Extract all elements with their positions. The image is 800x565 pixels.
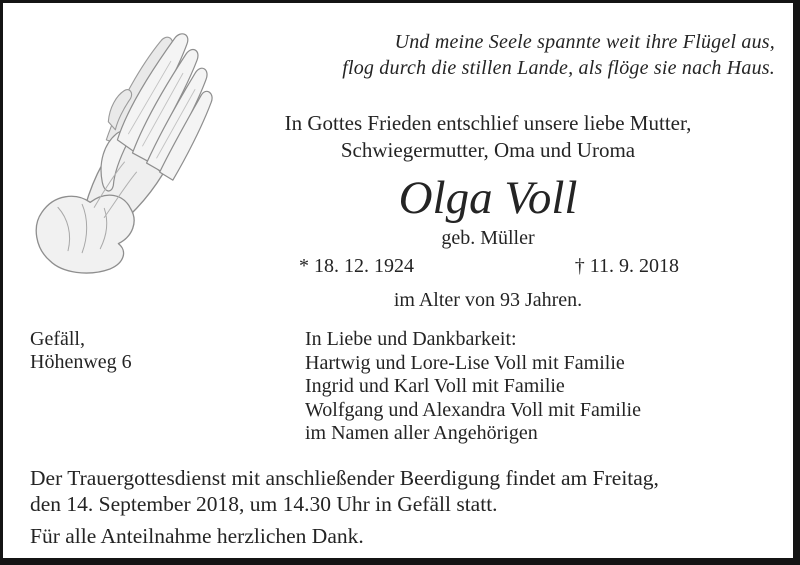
memorial-quote — [342, 29, 775, 81]
address-line-1: Gefäll, — [30, 328, 85, 350]
quote-line-2: flog durch die stillen Lande, als flöge sie nach Haus. — [342, 57, 775, 79]
announcement-column — [241, 110, 735, 312]
death-date: † 11. 9. 2018 — [574, 255, 679, 277]
quote-line-1: Und meine Seele spannte weit ihre Flügel aus, — [394, 31, 775, 53]
family-line: im Namen aller Angehörigen — [305, 422, 538, 444]
praying-hands-image — [23, 21, 241, 293]
maiden-name: geb. Müller — [441, 227, 535, 249]
intro-line-2: Schwiegermutter, Oma und Uroma — [340, 138, 636, 162]
intro-line-1: In Gottes Frieden entschlief unsere liebe Mutter, — [284, 111, 692, 135]
notice-line-2: den 14. September 2018, um 14.30 Uhr in Gefäll statt. — [30, 492, 498, 516]
family-line: Hartwig und Lore-Lise Voll mit Familie — [305, 351, 625, 374]
thanks-line: Für alle Anteilnahme herzlichen Dank. — [30, 524, 364, 548]
family-line: Ingrid und Karl Voll mit Familie — [305, 375, 565, 397]
service-notice — [30, 465, 659, 517]
address-block — [30, 328, 132, 374]
family-block — [305, 328, 641, 446]
deceased-name: Olga Voll — [398, 172, 578, 224]
family-line: Wolfgang und Alexandra Voll mit Familie — [305, 398, 641, 421]
family-heading: In Liebe und Dankbarkeit: — [305, 328, 517, 350]
age-line: im Alter von 93 Jahren. — [393, 289, 583, 311]
birth-date: * 18. 12. 1924 — [299, 255, 414, 277]
praying-hands-icon — [23, 21, 241, 293]
intro-text — [241, 110, 735, 164]
address-line-2: Höhenweg 6 — [30, 351, 132, 373]
notice-line-1: Der Trauergottesdienst mit anschließender Beerdigung findet am Freitag, — [30, 466, 659, 490]
life-dates — [241, 254, 735, 278]
